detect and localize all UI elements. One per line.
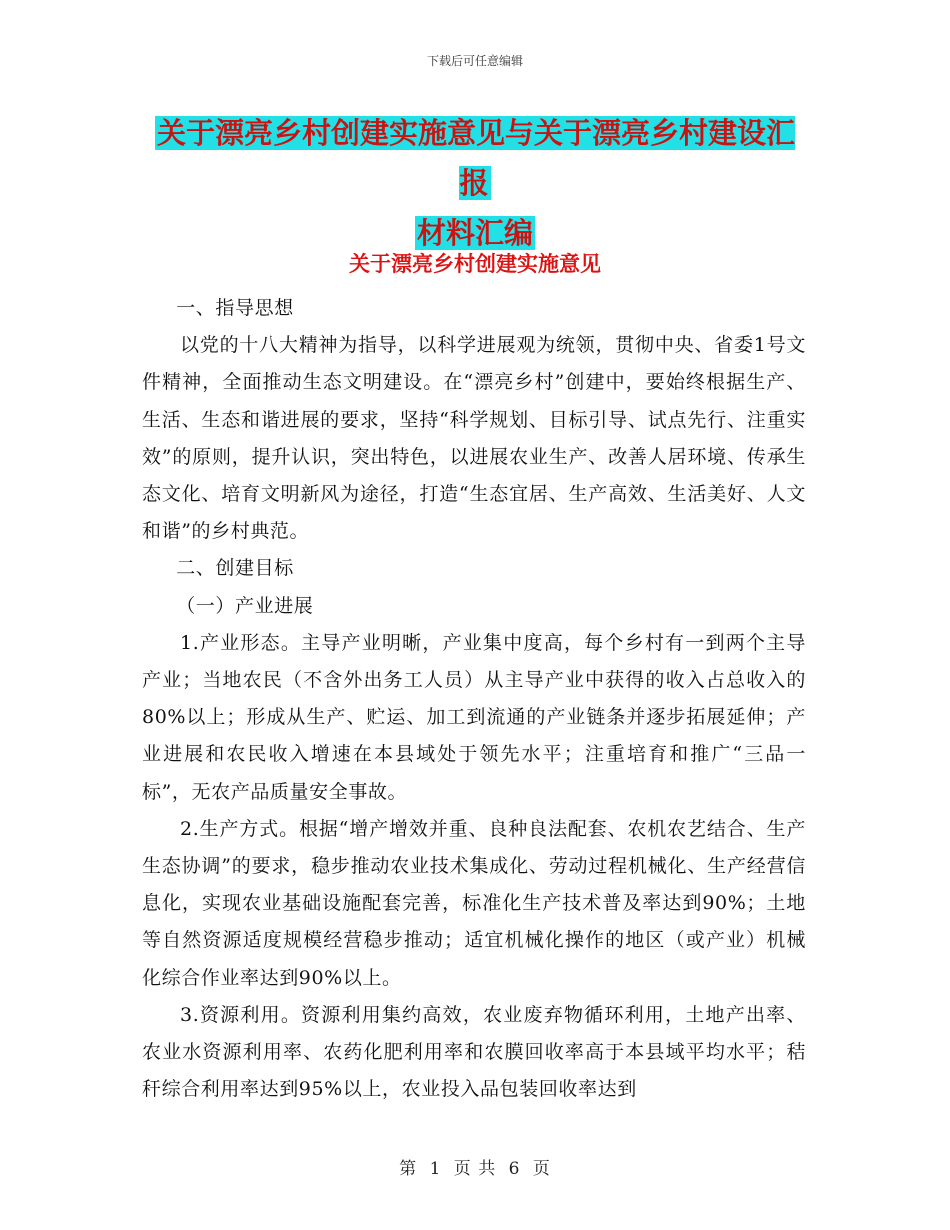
document-title-line1: 关于漂亮乡村创建实施意见与关于漂亮乡村建设汇报 (156, 116, 795, 200)
heading-guiding-ideology: 一、指导思想 (176, 297, 294, 319)
footer-prefix: 第 (399, 1159, 418, 1179)
footer-middle: 页 共 (453, 1159, 497, 1179)
page-header-note: 下载后可任意编辑 (426, 54, 523, 68)
paragraph-resource-use: 3.资源利用。资源利用集约高效，农业废弃物循环利用，土地产出率、农业水资源利用率、农药化肥利用率和农膜回收率高于本县域平均水平；秸秆综合利用率达到95%以上，农业投入品包装回收率达到 (142, 1003, 806, 1101)
current-page-number: 1 (429, 1159, 442, 1179)
page-footer (0, 1154, 950, 1179)
document-title-line2: 材料汇编 (416, 216, 533, 250)
paragraph-guiding-ideology: 以党的十八大精神为指导，以科学进展观为统领，贯彻中央、省委1号文件精神，全面推动生态文明建设。在“漂亮乡村”创建中，要始终根据生产、生活、生态和谐进展的要求，坚持“科学规划、目标引导、试点先行、注重实效”的原则，提升认识，突出特色，以进展农业生产、改善人居环境、传承生态文化、培育文明新风为途径，打造“生态宜居、生产高效、生活美好、人文和谐”的乡村典范。 (142, 334, 806, 543)
document-title (140, 108, 810, 258)
paragraph-production-mode: 2.生产方式。根据“增产增效并重、良种良法配套、农机农艺结合、生产生态协调”的要求，稳步推动农业技术集成化、劳动过程机械化、生产经营信息化，实现农业基础设施配套完善，标准化生产技术普及率达到90%；土地等自然资源适度规模经营稳步推动；适宜机械化操作的地区（或产业）机械化综合作业率达到90%以上。 (142, 817, 806, 989)
total-page-number: 6 (508, 1159, 521, 1179)
heading-creation-goals: 二、创建目标 (176, 557, 294, 580)
footer-suffix: 页 (532, 1159, 551, 1179)
paragraph-industry-form: 1.产业形态。主导产业明晰，产业集中度高，每个乡村有一到两个主导产业；当地农民（不含外出务工人员）从主导产业中获得的收入占总收入的80%以上；形成从生产、贮运、加工到流通的产业链条并逐步拓展延伸；产业进展和农民收入增速在本县域处于领先水平；注重培育和推广“三品一标”，无农产品质量安全事故。 (142, 631, 806, 803)
heading-industry-development: （一）产业进展 (176, 594, 314, 617)
document-body (142, 290, 806, 1108)
section-title: 关于漂亮乡村创建实施意见 (349, 251, 601, 276)
